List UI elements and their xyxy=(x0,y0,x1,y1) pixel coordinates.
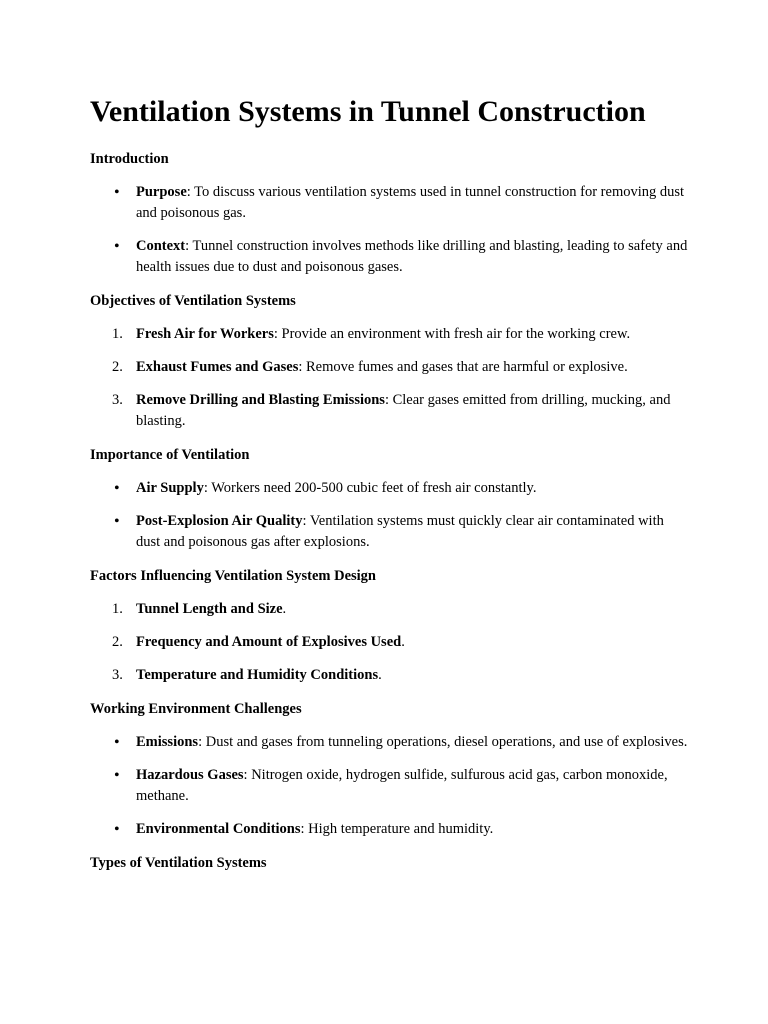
number-marker: 1. xyxy=(112,326,123,342)
list-item xyxy=(90,357,690,378)
item-term: Remove Drilling and Blasting Emissions xyxy=(136,392,385,408)
section-heading: Types of Ventilation Systems xyxy=(90,855,267,871)
item-text: : Nitrogen oxide, hydrogen sulfide, sulfurous acid gas, carbon monoxide, methane. xyxy=(136,767,668,804)
list-item xyxy=(90,732,690,753)
number-marker: 1. xyxy=(112,601,123,617)
item-term: Environmental Conditions xyxy=(136,821,301,837)
bullet-marker: • xyxy=(114,821,120,838)
item-text: : To discuss various ventilation systems used in tunnel construction for removing dust and poisonous gas. xyxy=(136,184,685,221)
item-term: Post-Explosion Air Quality xyxy=(136,513,303,529)
section-objectives xyxy=(90,291,690,432)
section-heading: Working Environment Challenges xyxy=(90,701,302,717)
bullet-list xyxy=(90,478,690,553)
list-item xyxy=(90,182,690,224)
bullet-marker: • xyxy=(114,734,120,751)
item-text: : Remove fumes and gases that are harmful or explosive. xyxy=(298,359,628,375)
item-text: : Tunnel construction involves methods like drilling and blasting, leading to safety and health issues due to dust and poisonous gases. xyxy=(136,238,688,275)
bullet-list xyxy=(90,182,690,278)
list-item xyxy=(90,511,690,553)
item-text: : High temperature and humidity. xyxy=(300,821,494,837)
number-marker: 2. xyxy=(112,634,123,650)
list-item xyxy=(90,478,690,499)
item-text: : Dust and gases from tunneling operations, diesel operations, and use of explosives. xyxy=(198,734,688,750)
list-item xyxy=(90,599,690,620)
item-term: Purpose xyxy=(136,184,187,200)
item-term: Emissions xyxy=(136,734,199,750)
page-title: Ventilation Systems in Tunnel Construction xyxy=(90,95,646,128)
list-item xyxy=(90,632,690,653)
item-term: Air Supply xyxy=(136,480,204,496)
bullet-marker: • xyxy=(114,767,120,784)
section-heading: Objectives of Ventilation Systems xyxy=(90,293,296,309)
document-page xyxy=(90,92,690,873)
item-term: Frequency and Amount of Explosives Used xyxy=(136,634,402,650)
item-text: : Ventilation systems must quickly clear air contaminated with dust and poisonous gas after explosions. xyxy=(136,513,664,550)
section-heading: Importance of Ventilation xyxy=(90,447,250,463)
item-text: . xyxy=(401,634,405,650)
number-marker: 3. xyxy=(112,392,123,408)
section-challenges xyxy=(90,699,690,840)
item-term: Temperature and Humidity Conditions xyxy=(136,667,379,683)
bullet-marker: • xyxy=(114,513,120,530)
section-factors xyxy=(90,566,690,686)
list-item xyxy=(90,819,690,840)
item-text: . xyxy=(378,667,382,683)
bullet-marker: • xyxy=(114,238,120,255)
section-importance xyxy=(90,445,690,553)
numbered-list xyxy=(90,599,690,686)
item-term: Fresh Air for Workers xyxy=(136,326,274,342)
section-heading: Factors Influencing Ventilation System Design xyxy=(90,568,376,584)
item-text: . xyxy=(282,601,287,617)
list-item xyxy=(90,324,690,345)
list-item xyxy=(90,236,690,278)
bullet-marker: • xyxy=(114,480,120,497)
list-item xyxy=(90,765,690,807)
item-term: Hazardous Gases xyxy=(136,767,244,783)
section-introduction xyxy=(90,149,690,278)
item-term: Context xyxy=(136,238,186,254)
bullet-list xyxy=(90,732,690,840)
numbered-list xyxy=(90,324,690,432)
item-text: : Workers need 200-500 cubic feet of fresh air constantly. xyxy=(203,480,537,496)
item-text: : Provide an environment with fresh air for the working crew. xyxy=(273,326,631,342)
section-types xyxy=(90,853,690,873)
number-marker: 3. xyxy=(112,667,123,683)
list-item xyxy=(90,390,690,432)
bullet-marker: • xyxy=(114,184,120,201)
item-term: Tunnel Length and Size xyxy=(136,601,283,617)
section-heading: Introduction xyxy=(90,151,169,167)
list-item xyxy=(90,665,690,686)
item-text: : Clear gases emitted from drilling, mucking, and blasting. xyxy=(136,392,671,429)
item-term: Exhaust Fumes and Gases xyxy=(136,359,299,375)
number-marker: 2. xyxy=(112,359,123,375)
